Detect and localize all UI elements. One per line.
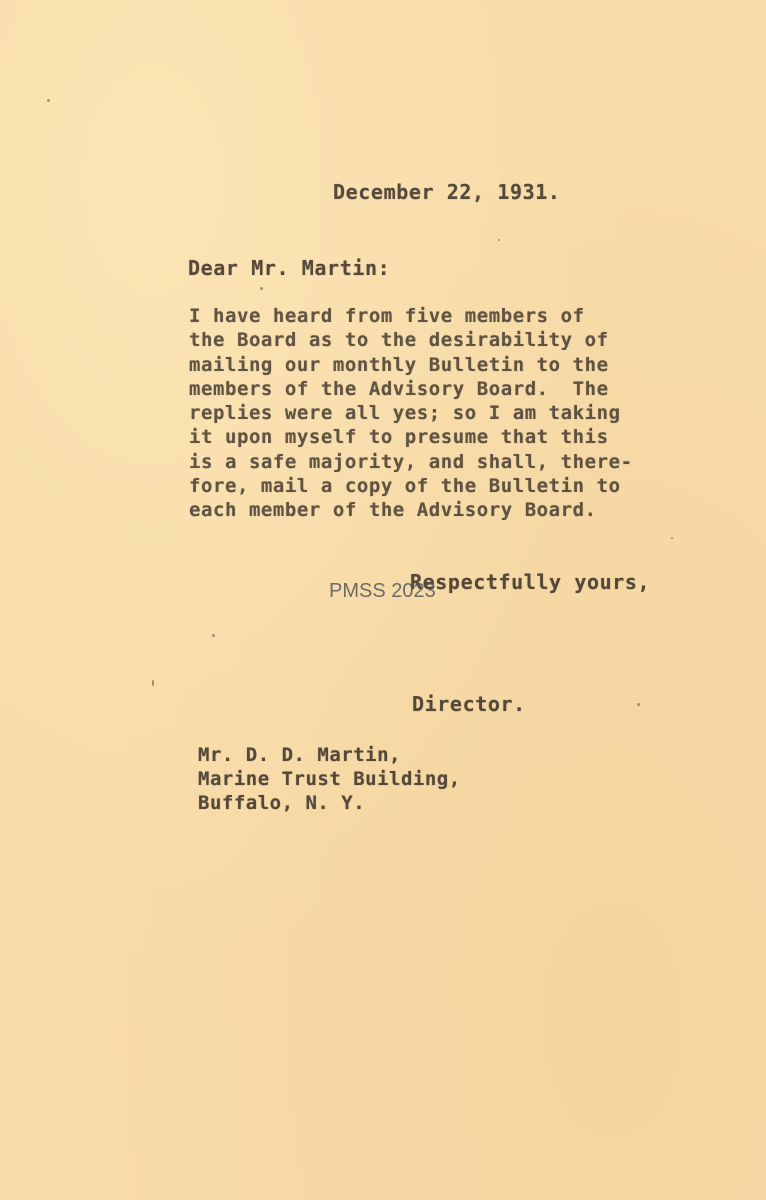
pmss-watermark: PMSS 2023 (329, 580, 436, 602)
letter-closing: Respectfully yours, (410, 570, 651, 594)
recipient-address (198, 743, 461, 815)
letter-date: December 22, 1931. (333, 180, 561, 204)
letter-signature: Director. (412, 692, 526, 716)
paper-speck (498, 239, 500, 241)
paper-speck (212, 634, 215, 637)
body-line: I have heard from five members of (189, 305, 585, 327)
paper-speck (260, 287, 263, 290)
body-line: replies were all yes; so I am taking (189, 402, 621, 425)
address-line: Buffalo, N. Y. (198, 792, 366, 814)
body-line: is a safe majority, and shall, there- (189, 450, 633, 473)
letter-body (189, 304, 633, 523)
paper-speck (671, 537, 673, 539)
body-line: members of the Advisory Board. The (189, 377, 609, 400)
body-line: the Board as to the desirability of (189, 329, 609, 352)
paper-speck (47, 99, 50, 102)
body-line: fore, mail a copy of the Bulletin to (189, 475, 621, 498)
address-line: Mr. D. D. Martin, (198, 744, 401, 766)
paper-speck (152, 680, 154, 686)
paper-speck (637, 703, 640, 706)
body-line: it upon myself to presume that this (189, 426, 609, 449)
letter-salutation: Dear Mr. Martin: (188, 256, 391, 280)
body-line: mailing our monthly Bulletin to the (189, 353, 609, 376)
body-line: each member of the Advisory Board. (189, 499, 597, 522)
address-line: Marine Trust Building, (198, 768, 461, 790)
